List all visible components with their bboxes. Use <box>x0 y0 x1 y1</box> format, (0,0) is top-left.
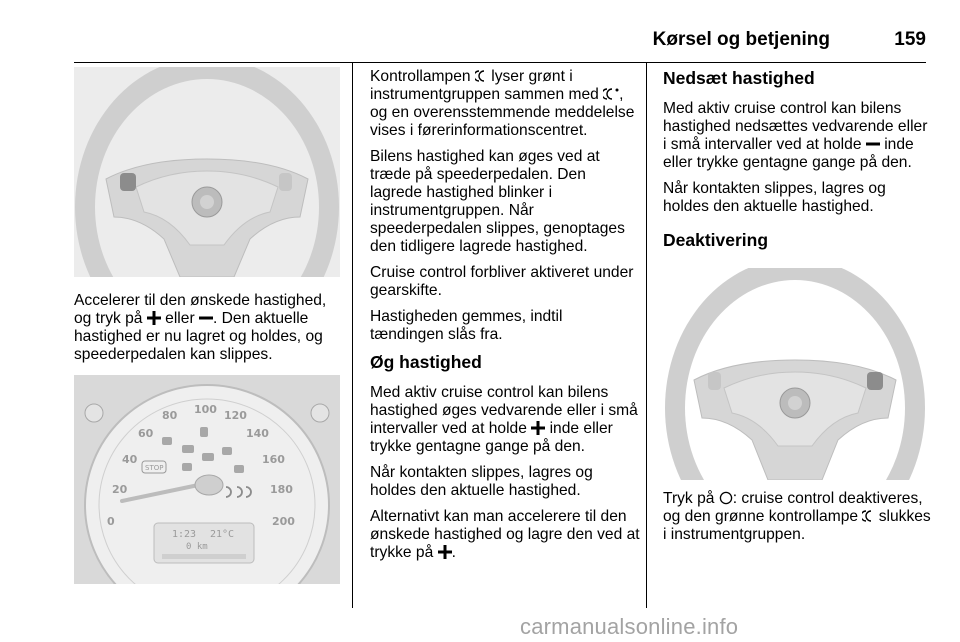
plus-icon <box>438 545 452 559</box>
heading-increase-speed: Øg hastighed <box>370 352 482 372</box>
speed-label: 80 <box>162 409 178 422</box>
speed-label: 20 <box>112 483 128 496</box>
heading-reduce-speed: Nedsæt hastighed <box>663 68 815 88</box>
stop-label: STOP <box>145 464 164 472</box>
speed-label: 60 <box>138 427 154 440</box>
paragraph-reduce-method: Med aktiv cruise control kan bilens hastighed nedsættes vedvarende eller i små intervaller ved at holde inde eller trykke gentagne gange på den. <box>663 100 928 171</box>
cruise-switch-icon <box>120 173 136 191</box>
steering-wheel-illustration <box>664 268 926 480</box>
column-1-text <box>74 292 346 372</box>
paragraph-alternative: Alternativt kan man accelerere til den ønskede hastighed og lagre den ved at trykke på . <box>370 508 640 561</box>
section-title: Kørsel og betjening <box>652 29 830 50</box>
minus-icon <box>199 311 213 325</box>
paragraph-increase-method: Med aktiv cruise control kan bilens hastighed øges vedvarende eller i små intervaller ved at holde inde eller trykke gentagne gange på den. <box>370 384 638 455</box>
speed-label: 0 <box>107 515 115 528</box>
paragraph-memory: Hastigheden gemmes, indtil tændingen slås fra. <box>370 308 563 343</box>
paragraph-release-2: Når kontakten slippes, lagres og holdes den aktuelle hastighed. <box>663 180 886 215</box>
paragraph-gearshift: Cruise control forbliver aktiveret under gearskifte. <box>370 264 634 299</box>
cruise-set-icon <box>603 87 619 101</box>
speed-label: 200 <box>272 515 295 528</box>
cruise-control-icon <box>862 509 874 523</box>
column-3-text <box>663 68 931 262</box>
minus-icon <box>866 137 880 151</box>
temperature-display: 21°C <box>210 529 235 540</box>
paragraph-speed-increase: Bilens hastighed kan øges ved at træde på speederpedalen. Den lagrede hastighed blinker i instrumentgruppen. Når speederpedalen slippes, genoptages den tidligere lagrede hastighed. <box>370 148 625 255</box>
cruise-switch-icon <box>867 372 883 390</box>
steering-wheel-figure-1 <box>74 67 340 277</box>
column-3-bottom-text <box>663 490 931 552</box>
column-divider-1 <box>352 62 353 608</box>
plus-icon <box>147 311 161 325</box>
column-divider-2 <box>646 62 647 608</box>
column-2-text <box>370 68 640 570</box>
steering-wheel-illustration <box>74 67 340 277</box>
circle-button-icon <box>719 491 733 505</box>
odometer-display: 0 km <box>186 542 208 552</box>
watermark: carmanualsonline.info <box>520 614 739 639</box>
speed-label: 40 <box>122 453 138 466</box>
instrument-cluster-figure <box>74 375 340 584</box>
page-header <box>74 28 926 63</box>
speed-label: 120 <box>224 409 247 422</box>
plus-icon <box>531 421 545 435</box>
heading-deactivation: Deaktivering <box>663 230 769 250</box>
speed-label: 100 <box>194 403 217 416</box>
speed-label: 140 <box>246 427 269 440</box>
instrument-cluster-illustration <box>74 375 340 584</box>
page-number: 159 <box>894 29 926 50</box>
paragraph-release: Når kontakten slippes, lagres og holdes den aktuelle hastighed. <box>370 464 593 499</box>
speed-label: 180 <box>270 483 293 496</box>
speed-label: 160 <box>262 453 285 466</box>
paragraph-accelerate: Accelerer til den ønskede hastighed, og tryk på eller . Den aktuelle hastighed er nu lagret og holdes, og speederpedalen kan slippes. <box>74 292 327 363</box>
cruise-control-icon <box>475 69 487 83</box>
paragraph-deactivate: Tryk på : cruise control deaktiveres, og den grønne kontrollampe slukkes i instrumentgruppen. <box>663 490 931 543</box>
clock-display: 1:23 <box>172 529 197 540</box>
steering-wheel-figure-2 <box>664 268 926 480</box>
paragraph-indicator: Kontrollampen lyser grønt i instrumentgruppen sammen med , og en overensstemmende meddelelse vises i førerinformationscentret. <box>370 68 635 139</box>
